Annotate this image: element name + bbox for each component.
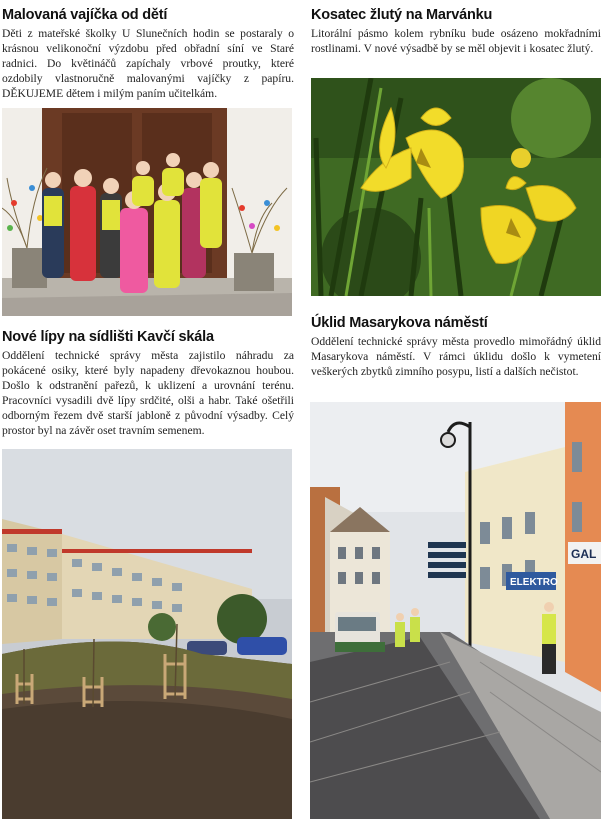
photo-masaryk-square [310, 402, 601, 819]
shop-sign-elektro: ELEKTRO [510, 577, 558, 588]
article-square-cleanup [311, 315, 601, 379]
article-iris [311, 7, 601, 56]
article-title: Nové lípy na sídlišti Kavčí skála [2, 329, 214, 345]
photo-new-trees [2, 449, 292, 819]
article-body: Děti z mateřské školky U Slunečních hodin se postaraly o krásnou velikonoční výzdobu před obřadní síní ve Staré radnici. Do květináčů zapíchaly vrbové proutky, které ozdobily vlastnoručně malovanými vajíčky z papíru. DĚKUJEME dětem i milým paním učitelkám. [2, 27, 294, 100]
article-easter-eggs [2, 7, 294, 101]
article-body: Oddělení technické správy města provedlo mimořádný úklid Masarykova náměstí. V rámci úklidu došlo k vymetení veškerých zbytků zimního posypu, listí a dalších nečistot. [311, 335, 601, 378]
article-title: Malovaná vajíčka od dětí [2, 7, 168, 23]
article-body: Litorální pásmo kolem rybníku bude osázeno mokřadními rostlinami. V nové výsadbě by se měl objevit i kosatec žlutý. [311, 27, 601, 55]
photo-yellow-iris [311, 78, 601, 296]
photo-children-easter [2, 108, 292, 316]
article-body: Oddělení technické správy města zajistilo náhradu za pokácené osiky, které byly napadeny dřevokaznou houbou. Došlo k odstranění pařezů, k uklizení a urovnání terénu. Pracovníci vysadili dvě lípy srdčité, olši a habr. Také ošetřili odborným řezem dvě starší jabloně z původní výsadby. Celý prostor byl na závěr oset travním semenem. [2, 349, 294, 437]
article-new-lindens [2, 329, 294, 438]
article-title: Kosatec žlutý na Marvánku [311, 7, 493, 23]
article-title: Úklid Masarykova náměstí [311, 315, 488, 331]
shop-sign-gal: GAL [571, 547, 597, 561]
